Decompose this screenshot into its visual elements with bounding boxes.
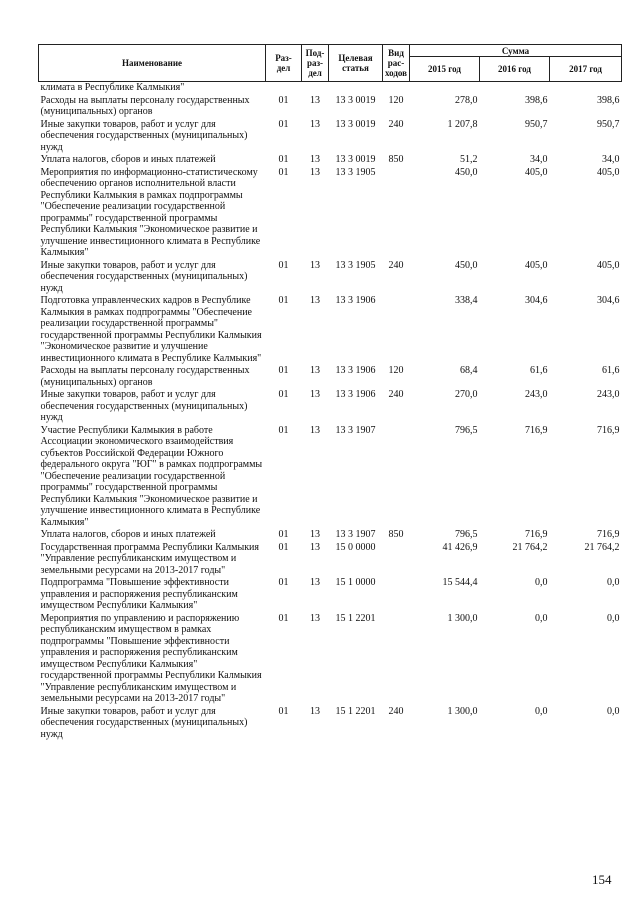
row-sum-2017: 34,0	[602, 154, 620, 165]
row-sum-2015: 1 300,0	[447, 705, 478, 717]
row-sum-2016: 0,0	[535, 705, 548, 717]
row-target: 13 3 1907	[335, 529, 376, 540]
row-section: 01	[278, 259, 289, 271]
column-header-target: Целевая статья	[329, 45, 383, 82]
row-sum-2017	[550, 82, 622, 95]
row-sum-2015	[410, 82, 480, 95]
row-expense-type	[383, 613, 410, 706]
page-number: 154	[592, 872, 612, 887]
row-subsection: 13	[310, 365, 320, 376]
row-target: 13 3 0019	[335, 118, 376, 130]
row-subsection: 13	[310, 577, 320, 588]
budget-table	[38, 44, 622, 741]
table-row	[39, 82, 622, 95]
table-row	[39, 295, 622, 365]
row-name: Расходы на выплаты персоналу государственных (муниципальных) органов	[40, 94, 250, 117]
row-expense-type	[383, 425, 410, 530]
row-subsection: 13	[310, 389, 320, 400]
row-sum-2015: 51,2	[460, 154, 478, 165]
row-target: 13 3 0019	[335, 154, 376, 165]
row-target	[329, 82, 383, 95]
column-header-sum: Сумма	[410, 45, 622, 57]
table-row	[39, 95, 622, 119]
row-section: 01	[278, 365, 289, 376]
row-sum-2016: 716,9	[525, 424, 548, 436]
row-expense-type: 240	[388, 389, 404, 400]
table-header	[39, 45, 622, 82]
row-subsection: 13	[310, 154, 320, 165]
row-sum-2016: 398,6	[525, 94, 548, 106]
row-sum-2017: 405,0	[597, 166, 620, 178]
row-expense-type	[383, 295, 410, 365]
row-section: 01	[278, 541, 289, 553]
row-name: Мероприятия по управлению и распоряжению республиканским имуществом в рамках подпрограммы "Повышение эффективности управления и распоряжения республиканским имуществом Республики Калмыкия" государственной программы Республики Калмыкия "Управление республиканским имуществом и земельными ресурсами на 2013-2017 годы"	[40, 612, 262, 704]
table-row	[39, 425, 622, 530]
table-row	[39, 119, 622, 155]
row-name: Уплата налогов, сборов и иных платежей	[40, 529, 216, 540]
table-row	[39, 706, 622, 742]
table-row	[39, 154, 622, 167]
row-subsection: 13	[310, 118, 320, 130]
row-sum-2016: 61,6	[530, 365, 548, 376]
row-expense-type: 120	[388, 365, 404, 376]
table-row	[39, 529, 622, 542]
column-header-name: Наименование	[39, 45, 266, 82]
row-sum-2017: 950,7	[597, 118, 620, 130]
row-expense-type: 850	[388, 529, 404, 540]
row-section: 01	[278, 389, 289, 400]
row-name: Государственная программа Республики Калмыкия "Управление республиканским имуществом и земельными ресурсами на 2013-2017 годы"	[40, 541, 260, 576]
row-subsection: 13	[310, 259, 320, 271]
row-target: 15 1 2201	[335, 705, 376, 717]
table-body	[39, 82, 622, 742]
row-sum-2017: 243,0	[597, 389, 620, 400]
row-expense-type: 240	[388, 259, 404, 271]
row-expense-type: 120	[388, 94, 404, 106]
row-sum-2017: 21 764,2	[584, 541, 620, 553]
row-section: 01	[278, 424, 289, 436]
row-section: 01	[278, 612, 289, 624]
row-sum-2015: 270,0	[455, 389, 478, 400]
row-sum-2015: 796,5	[455, 424, 478, 436]
row-name: Иные закупки товаров, работ и услуг для обеспечения государственных (муниципальных) нужд	[40, 259, 248, 294]
row-expense-type: 240	[388, 118, 404, 130]
row-sum-2017: 0,0	[607, 705, 620, 717]
table-row	[39, 167, 622, 260]
row-section: 01	[278, 577, 289, 588]
row-sum-2016: 34,0	[530, 154, 548, 165]
row-subsection: 13	[310, 529, 320, 540]
row-target: 13 3 1906	[335, 389, 376, 400]
row-sum-2017: 61,6	[602, 365, 620, 376]
row-target: 15 1 2201	[335, 612, 376, 624]
table-row	[39, 577, 622, 613]
row-target: 13 3 1907	[335, 424, 376, 436]
row-sum-2015: 68,4	[460, 365, 478, 376]
row-sum-2015: 41 426,9	[442, 541, 478, 553]
row-section: 01	[278, 154, 289, 165]
row-target: 13 3 1905	[335, 166, 376, 178]
row-section: 01	[278, 295, 289, 306]
column-header-section: Раз- дел	[266, 45, 302, 82]
row-section: 01	[278, 94, 289, 106]
row-target: 13 3 1906	[335, 365, 376, 376]
row-subsection: 13	[310, 166, 320, 178]
row-target: 13 3 1906	[335, 295, 376, 306]
row-target: 13 3 1905	[335, 259, 376, 271]
column-header-2017: 2017 год	[550, 57, 622, 82]
row-name: Иные закупки товаров, работ и услуг для обеспечения государственных (муниципальных) нужд	[40, 118, 248, 153]
row-subsection: 13	[310, 295, 320, 306]
row-sum-2015: 338,4	[455, 295, 478, 306]
row-name: Иные закупки товаров, работ и услуг для обеспечения государственных (муниципальных) нужд	[40, 389, 248, 423]
row-name: Подпрограмма "Повышение эффективности управления и распоряжения республиканским имуществом Республики Калмыкия"	[40, 577, 238, 611]
row-sum-2017: 0,0	[607, 577, 620, 588]
row-section: 01	[278, 705, 289, 717]
table-row	[39, 365, 622, 389]
row-expense-type: 850	[388, 154, 404, 165]
row-target: 13 3 0019	[335, 94, 376, 106]
row-subsection: 13	[310, 424, 320, 436]
row-expense-type: 240	[388, 705, 404, 717]
row-sum-2016: 405,0	[525, 166, 548, 178]
row-sum-2016: 304,6	[525, 295, 548, 306]
row-section: 01	[278, 166, 289, 178]
row-sum-2016: 21 764,2	[512, 541, 548, 553]
row-sum-2015: 450,0	[455, 166, 478, 178]
row-name: Расходы на выплаты персоналу государственных (муниципальных) органов	[40, 365, 250, 388]
row-expense-type	[383, 577, 410, 613]
row-section: 01	[278, 529, 289, 540]
row-subsection	[302, 82, 329, 95]
row-target: 15 0 0000	[335, 541, 376, 553]
row-sum-2016: 0,0	[535, 612, 548, 624]
row-sum-2015: 450,0	[455, 259, 478, 271]
row-name: климата в Республике Калмыкия"	[40, 82, 185, 93]
column-header-2016: 2016 год	[480, 57, 550, 82]
row-expense-type	[383, 82, 410, 95]
row-sum-2017: 716,9	[597, 529, 620, 540]
row-name: Участие Республики Калмыкия в работе Ассоциации экономического взаимодействия субъектов Российской Федерации Южного федерального округа "ЮГ" в рамках подпрограммы "Обеспечение реализации государственной программы" государственной программы Республики Калмыкия "Экономическое развитие и улучшение инвестиционного климата в Республике Калмыкия"	[40, 424, 263, 528]
row-name: Подготовка управленческих кадров в Республике Калмыкия в рамках подпрограммы "Обеспечение реализации государственной программы" государственной программы Республики Калмыкия "Экономическое развитие и улучшение инвестиционного климата в Республике Калмыкия"	[40, 295, 262, 364]
row-target: 15 1 0000	[335, 577, 376, 588]
row-section	[266, 82, 302, 95]
row-sum-2015: 1 207,8	[447, 118, 478, 130]
row-section: 01	[278, 118, 289, 130]
row-expense-type	[383, 542, 410, 578]
row-sum-2016: 405,0	[525, 259, 548, 271]
row-sum-2015: 15 544,4	[442, 577, 478, 588]
row-sum-2016	[480, 82, 550, 95]
row-subsection: 13	[310, 541, 320, 553]
column-header-subsection: Под- раз- дел	[302, 45, 329, 82]
column-header-2015: 2015 год	[410, 57, 480, 82]
table-row	[39, 613, 622, 706]
row-sum-2017: 398,6	[597, 94, 620, 106]
row-expense-type	[383, 167, 410, 260]
row-name: Иные закупки товаров, работ и услуг для обеспечения государственных (муниципальных) нужд	[40, 705, 248, 740]
row-subsection: 13	[310, 94, 320, 106]
row-sum-2016: 243,0	[525, 389, 548, 400]
row-sum-2016: 716,9	[525, 529, 548, 540]
row-sum-2015: 278,0	[455, 94, 478, 106]
row-name: Уплата налогов, сборов и иных платежей	[40, 154, 216, 165]
table-row	[39, 389, 622, 425]
row-subsection: 13	[310, 705, 320, 717]
row-sum-2017: 0,0	[607, 612, 620, 624]
row-sum-2017: 304,6	[597, 295, 620, 306]
row-sum-2017: 716,9	[597, 424, 620, 436]
row-sum-2016: 0,0	[535, 577, 548, 588]
row-sum-2017: 405,0	[597, 259, 620, 271]
row-sum-2015: 1 300,0	[447, 612, 478, 624]
row-sum-2015: 796,5	[455, 529, 478, 540]
column-header-expense-type: Вид рас- ходов	[383, 45, 410, 82]
table-row	[39, 542, 622, 578]
table-row	[39, 260, 622, 296]
row-sum-2016: 950,7	[525, 118, 548, 130]
row-name: Мероприятия по информационно-статистическому обеспечению органов исполнительной власти Республики Калмыкия в рамках подпрограммы "Обеспечение реализации государственной программы" государственной программы Республики Калмыкия "Экономическое развитие и улучшение инвестиционного климата в Республике Калмыкия"	[40, 166, 261, 258]
row-subsection: 13	[310, 612, 320, 624]
